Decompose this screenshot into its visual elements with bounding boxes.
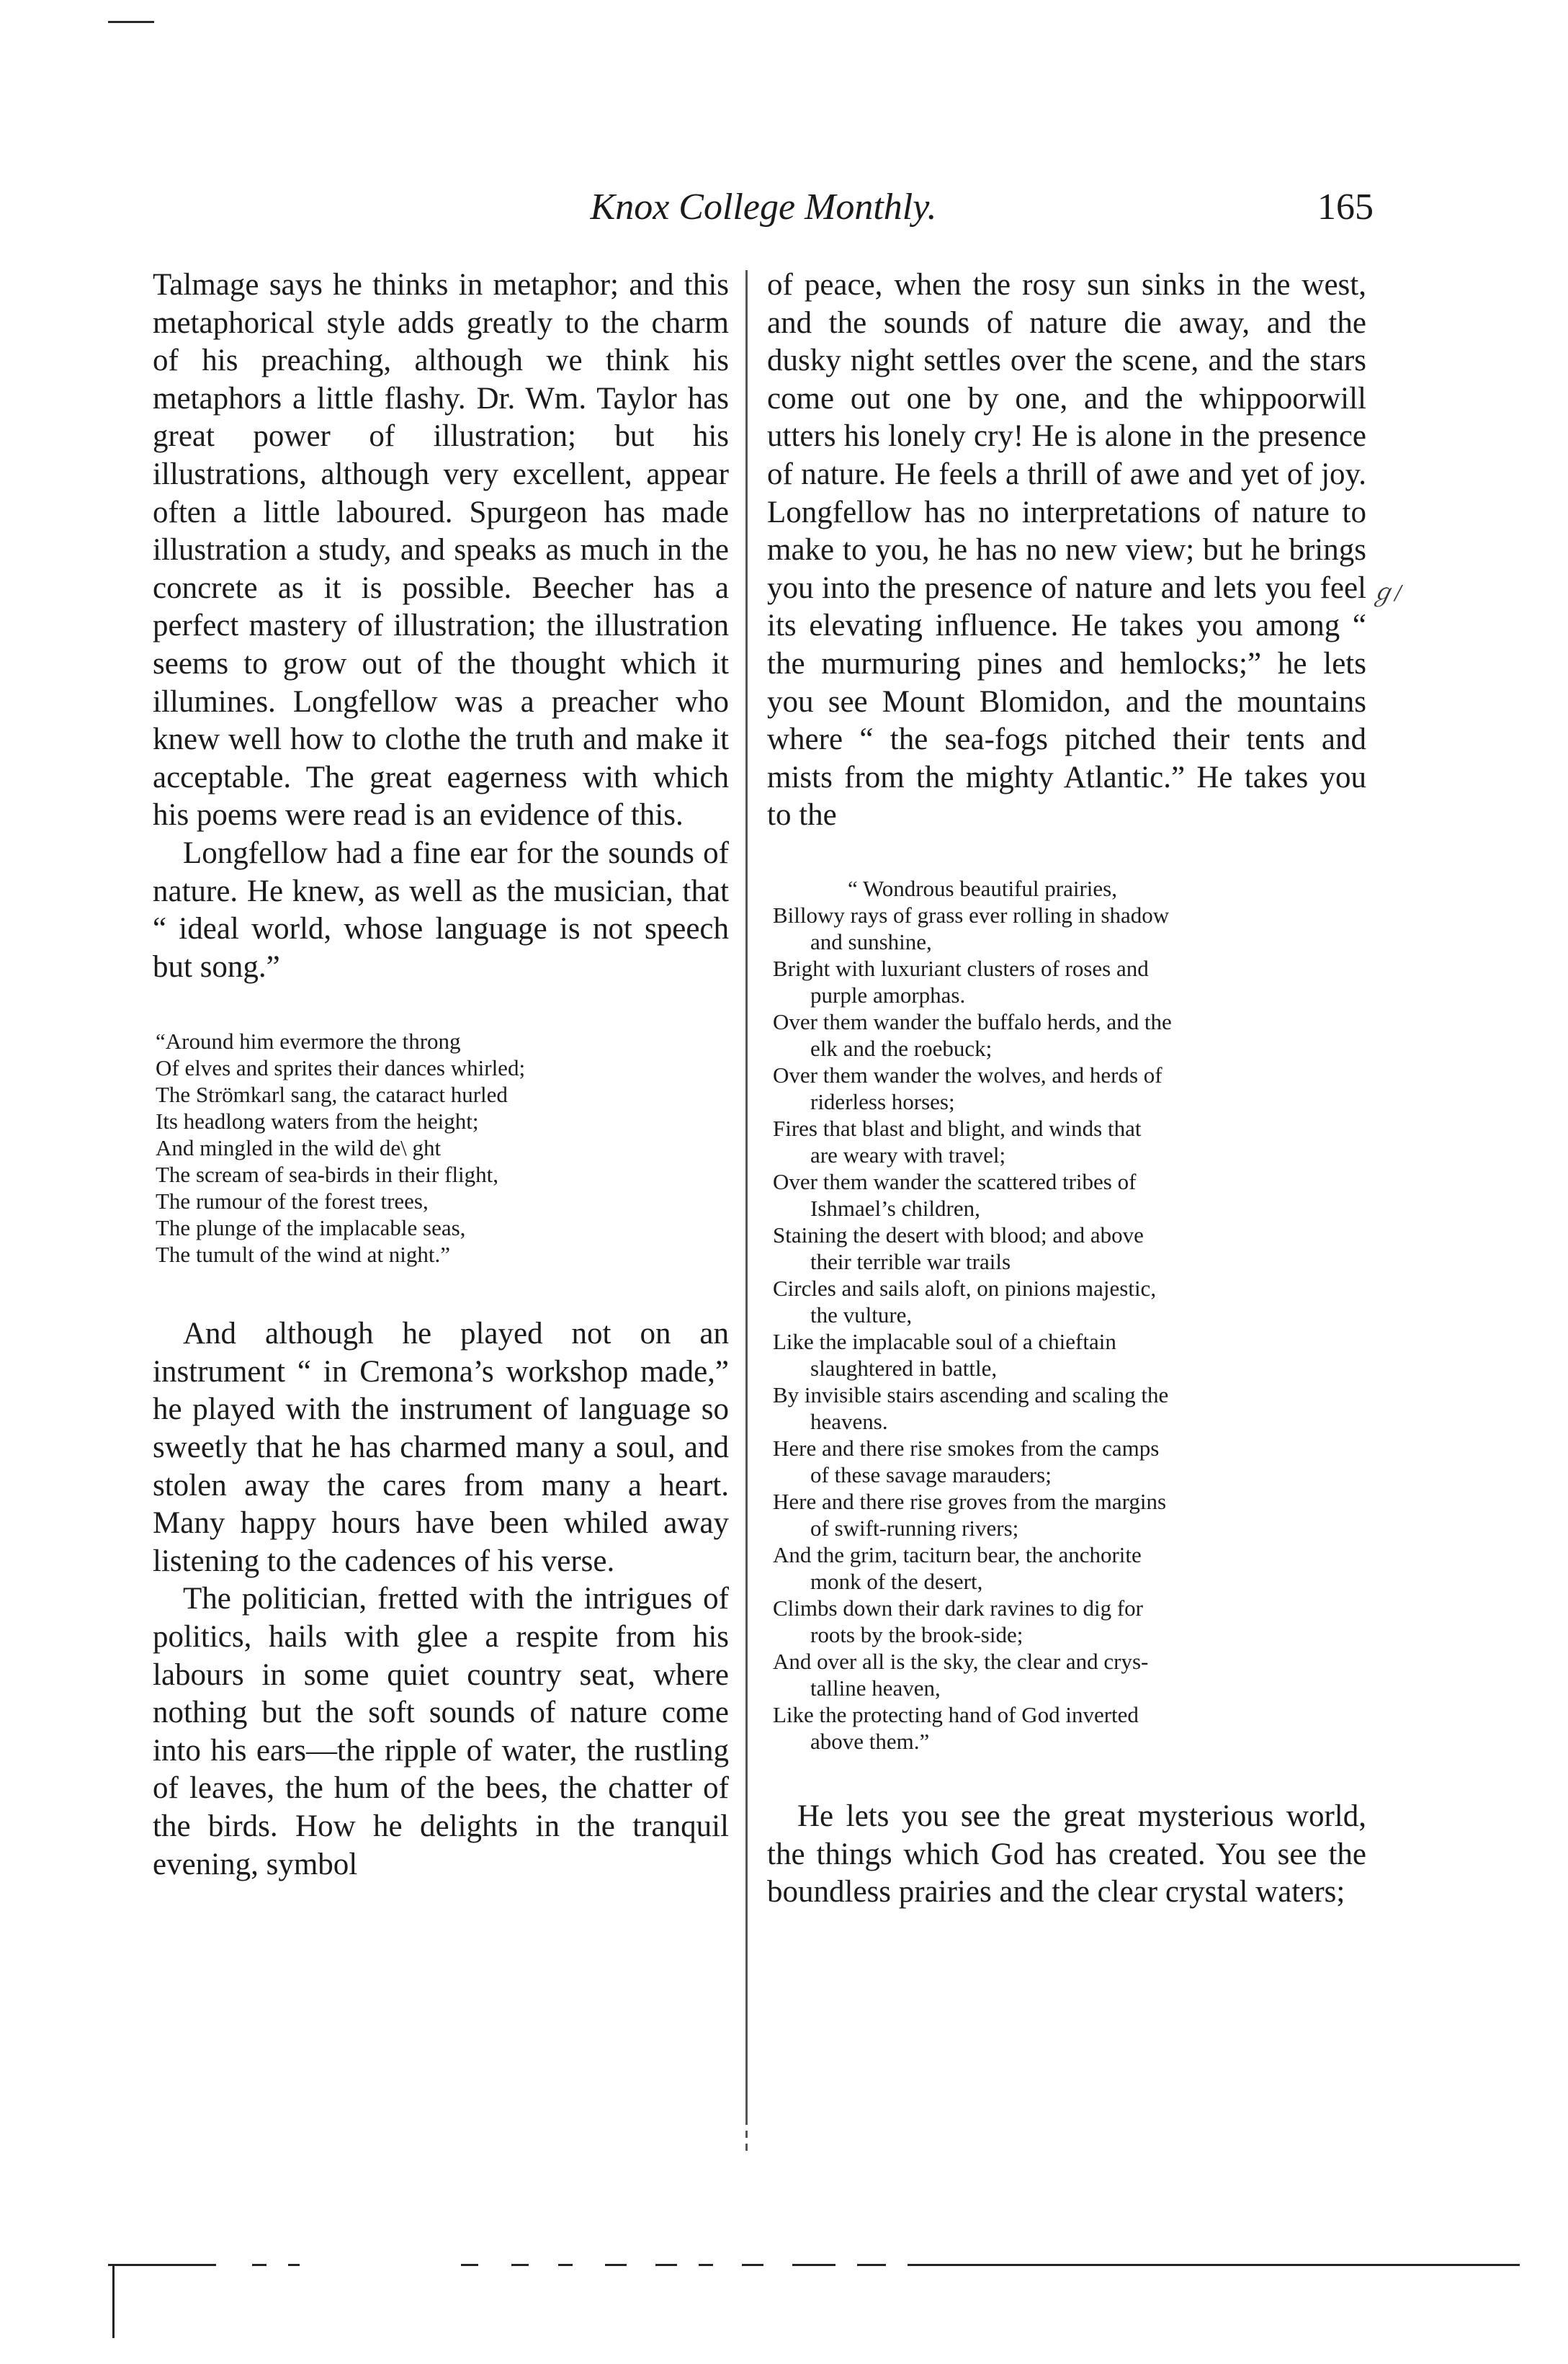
poem-line: Billowy rays of grass ever rolling in shadow <box>773 902 1170 928</box>
poem-line: By invisible stairs ascending and scaling the <box>773 1382 1169 1407</box>
poem-line: slaughtered in battle, <box>810 1355 998 1381</box>
poem-line: “Around him evermore the throng <box>156 1029 461 1055</box>
poem-line: Staining the desert with blood; and above <box>773 1222 1144 1248</box>
poem-line: monk of the desert, <box>810 1568 983 1594</box>
right-paragraph-2: He lets you see the great mysterious world, the things which God has created. You see the boundless prairies and the clear crystal waters; <box>767 1799 1366 1909</box>
poem-line: Fires that blast and blight, and winds that <box>773 1115 1142 1141</box>
poem-line: Over them wander the buffalo herds, and the <box>773 1008 1172 1034</box>
poem-line: heavens. <box>810 1408 888 1434</box>
poem-line: Circles and sails aloft, on pinions majestic, <box>773 1275 1157 1301</box>
poem-line: And over all is the sky, the clear and crys- <box>773 1648 1149 1674</box>
poem-line: “ Wondrous beautiful prairies, <box>848 875 1117 901</box>
poem-line: Climbs down their dark ravines to dig for <box>773 1595 1143 1621</box>
poem-line: Here and there rise smokes from the camps <box>773 1435 1160 1461</box>
poem-line: of these savage marauders; <box>810 1461 1052 1487</box>
poem-line: elk and the roebuck; <box>810 1035 993 1061</box>
poem-line: and sunshine, <box>810 928 932 954</box>
poem-line: The tumult of the wind at night.” <box>156 1242 450 1268</box>
poem-line: their terrible war trails <box>810 1248 1011 1274</box>
poem-line: riderless horses; <box>810 1088 955 1114</box>
poem-line: Ishmael’s children, <box>810 1195 980 1221</box>
left-paragraph-2: Longfellow had a fine ear for the sounds of nature. He knew, as well as the musician, that “ ideal world, whose language is not speech but song.” <box>153 836 729 984</box>
poem-line: of swift-running rivers; <box>810 1515 1019 1541</box>
right-column <box>767 267 1366 1912</box>
poem-line: And the grim, taciturn bear, the anchorite <box>773 1541 1142 1567</box>
left-paragraph-3: And although he played not on an instrument “ in Cremona’s workshop made,” he played with the instrument of language so sweetly that he has charmed many a soul, and stolen away the cares from many a heart. Many happy hours have been whiled away listening to the cadences of his verse. <box>153 1317 729 1578</box>
poem-line: talline heaven, <box>810 1675 941 1701</box>
poem-line: are weary with travel; <box>810 1142 1006 1168</box>
page-header <box>0 179 1568 236</box>
bottom-broken-rule <box>108 2264 1520 2270</box>
page-number: 165 <box>1317 187 1374 228</box>
poem-line: Over them wander the scattered tribes of <box>773 1168 1137 1194</box>
poem-line: The Strömkarl sang, the cataract hurled <box>156 1082 508 1108</box>
poem-line: Like the implacable soul of a chieftain <box>773 1328 1116 1354</box>
poem-line: Like the protecting hand of God inverted <box>773 1701 1139 1727</box>
poem-line: roots by the brook-side; <box>810 1621 1023 1647</box>
column-divider-dots <box>743 2125 750 2154</box>
top-left-rule <box>108 21 154 23</box>
handwritten-margin-mark: ℊ/ <box>1370 580 1402 606</box>
poem-line: the vulture, <box>810 1302 913 1327</box>
poem-line: The plunge of the implacable seas, <box>156 1215 466 1241</box>
left-column <box>153 267 729 1884</box>
left-paragraph-1: Talmage says he thinks in metaphor; and this metaphorical style adds greatly to the charm of his preaching, although we think his metaphors a little flashy. Dr. Wm. Taylor has great power of illustration; but his illustrations, although very excellent, appear often a little laboured. Spurgeon has made illustration a study, and speaks as much in the concrete as it is possible. Beecher has a perfect mastery of illustration; the illustration seems to grow out of the thought which it illumines. Longfellow was a preacher who knew well how to clothe the truth and make it acceptable. The great eagerness with which his poems were read is an evidence of this. <box>153 268 729 833</box>
poem-line: Bright with luxuriant clusters of roses and <box>773 955 1149 981</box>
right-paragraph-1: of peace, when the rosy sun sinks in the west, and the sounds of nature die away, and the dusky night settles over the scene, and the stars come out one by one, and the whippoorwill utters his lonely cry! He is alone in the presence of nature. He feels a thrill of awe and yet of joy. Longfellow has no interpretations of nature to make to you, he has no new view; but he brings you into the presence of nature and lets you feel its elevating influence. He takes you among “ the murmuring pines and hemlocks;” he lets you see Mount Blomidon, and the mountains where “ the sea-fogs pitched their tents and mists from the mighty Atlantic.” He takes you to the <box>767 268 1366 833</box>
bottom-left-corner-rule <box>112 2266 115 2338</box>
running-title: Knox College Monthly. <box>590 187 937 228</box>
poem-line: Of elves and sprites their dances whirled; <box>156 1055 526 1081</box>
poem-line: The scream of sea-birds in their flight, <box>156 1162 499 1188</box>
column-divider <box>745 270 748 2125</box>
poem-line: And mingled in the wild de\ ght <box>156 1135 442 1161</box>
poem-line: Over them wander the wolves, and herds of <box>773 1062 1162 1088</box>
poem-line: The rumour of the forest trees, <box>156 1188 429 1214</box>
left-quoted-poem <box>153 1028 729 1268</box>
poem-line: above them.” <box>810 1728 930 1754</box>
poem-line: purple amorphas. <box>810 982 966 1008</box>
poem-line: Here and there rise groves from the margins <box>773 1488 1167 1514</box>
poem-line: Its headlong waters from the height; <box>156 1109 479 1134</box>
right-quoted-poem <box>767 875 1366 1755</box>
left-paragraph-4: The politician, fretted with the intrigues of politics, hails with glee a respite from his labours in some quiet country seat, where nothing but the soft sounds of nature come into his ears—the ripple of water, the rustling of leaves, the hum of the bees, the chatter of the birds. How he delights in the tranquil evening, symbol <box>153 1582 729 1881</box>
